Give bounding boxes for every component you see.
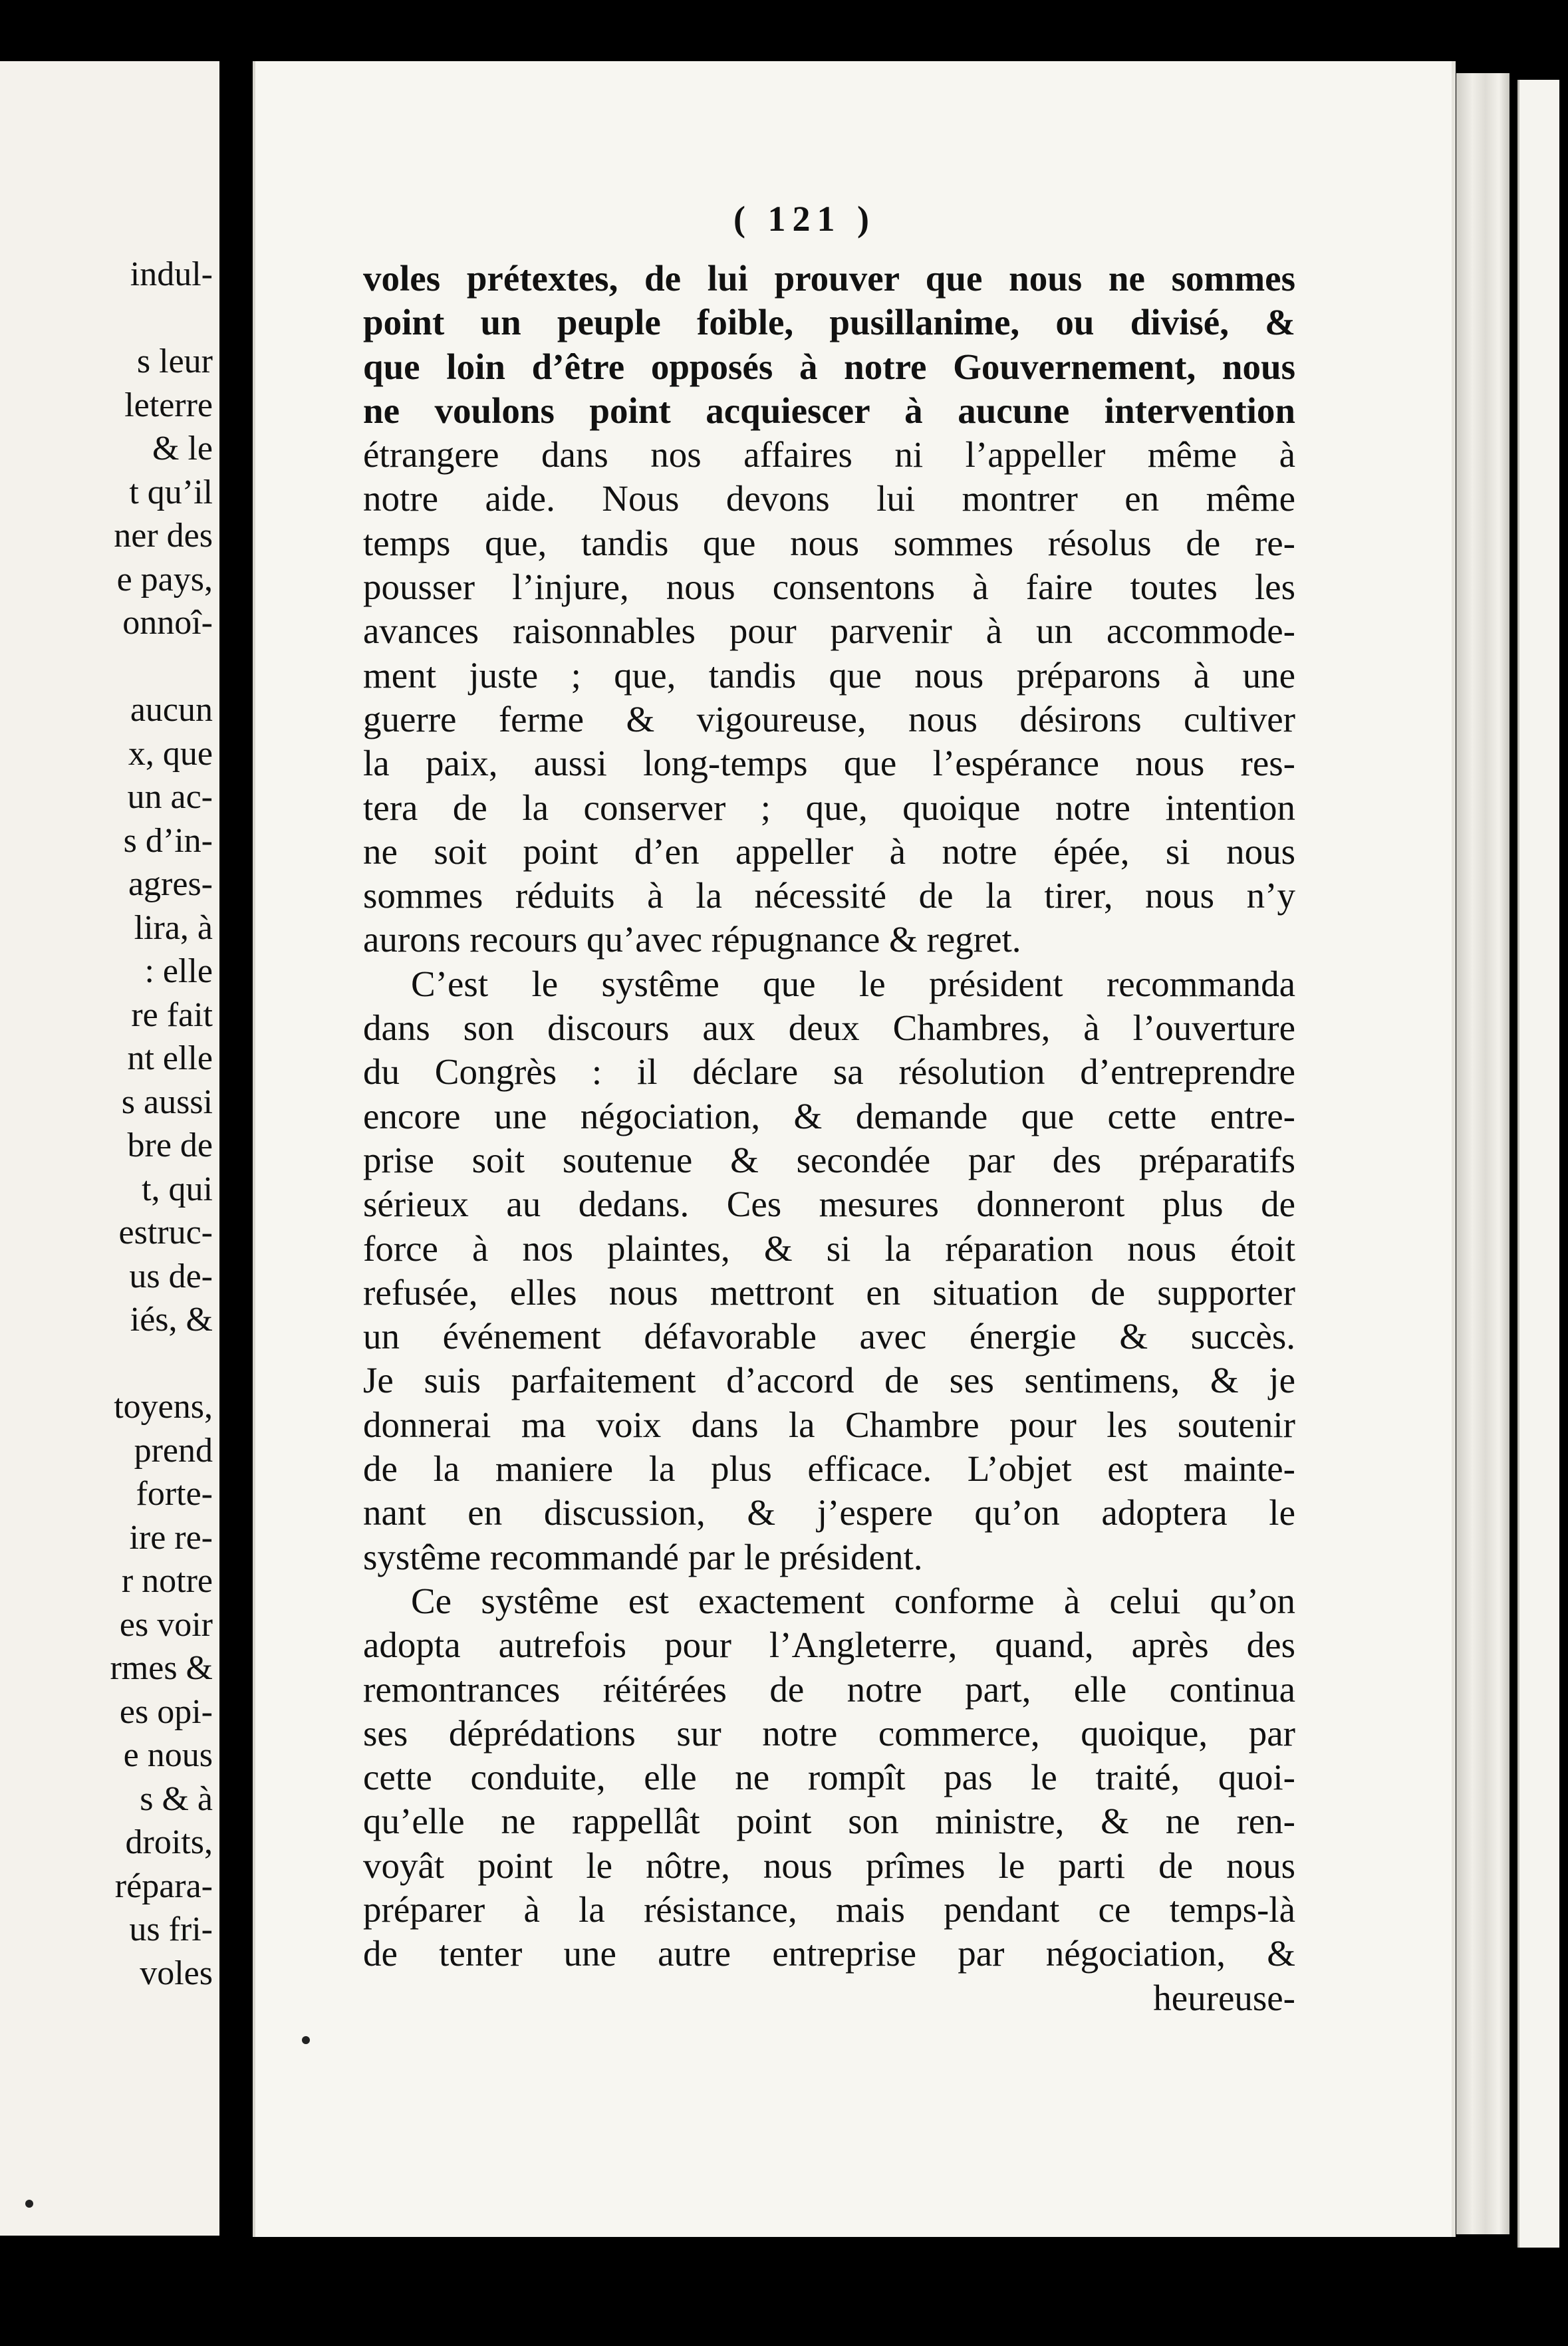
previous-page-line: bre de (127, 1126, 213, 1164)
previous-page-line: voles (140, 1954, 213, 1992)
ink-speck (302, 2036, 310, 2044)
text-line: tera de la conserver ; que, quoique notre intention (363, 787, 1295, 828)
text-line: ne voulons point acquiescer à aucune intervention (363, 390, 1295, 431)
previous-page-line: : elle (144, 952, 213, 990)
previous-page-line: ire re- (129, 1518, 213, 1557)
previous-page-line: agres- (128, 865, 213, 903)
previous-page-line: us de- (129, 1257, 213, 1295)
text-line: cette conduite, elle ne rompît pas le traité, quoi- (363, 1757, 1295, 1798)
previous-page-line: rmes & (110, 1649, 213, 1687)
text-line: la paix, aussi long-temps que l’espérance nous res- (363, 743, 1295, 784)
text-line: force à nos plaintes, & si la réparation nous étoit (363, 1228, 1295, 1269)
catchword: heureuse- (1153, 1977, 1295, 2018)
previous-page-line: & le (152, 430, 213, 467)
text-line: qu’elle ne rappellât point son ministre, & ne ren- (363, 1801, 1295, 1842)
previous-page-text (0, 253, 213, 1995)
previous-page-line: leterre (124, 386, 213, 424)
previous-page-line: onnoî- (122, 604, 213, 642)
previous-page-line: aucun (130, 691, 213, 729)
text-line: temps que, tandis que nous sommes résolus de re- (363, 522, 1295, 563)
previous-page-line (0, 1342, 213, 1386)
text-line: dans son discours aux deux Chambres, à l’ouverture (363, 1007, 1295, 1049)
previous-page-line: lira, à (134, 908, 213, 947)
text-line: que loin d’être opposés à notre Gouvernement, nous (363, 346, 1295, 387)
text-line: adopta autrefois pour l’Angleterre, quand, après des (363, 1625, 1295, 1666)
previous-page-line: répara- (114, 1867, 213, 1905)
text-line: point un peuple foible, pusillanime, ou divisé, & (363, 302, 1295, 343)
previous-page-line: r notre (121, 1562, 213, 1600)
text-line: sommes réduits à la nécessité de la tirer, nous n’y (363, 875, 1295, 916)
previous-page-line: es opi- (119, 1692, 213, 1731)
page-stack-edge (1456, 73, 1509, 2234)
text-line: systême recommandé par le président. (363, 1536, 923, 1577)
previous-page-line: indul- (130, 255, 213, 293)
previous-page-line: droits, (125, 1823, 213, 1861)
previous-page-line: ner des (114, 517, 213, 555)
text-line: remontrances réitérées de notre part, elle continua (363, 1668, 1295, 1710)
previous-page-line: e pays, (116, 560, 213, 598)
previous-page-line: t, qui (142, 1170, 213, 1208)
text-line: Ce systême est exactement conforme à celui qu’on (411, 1580, 1295, 1621)
text-line: avances raisonnables pour parvenir à un accommode- (363, 610, 1295, 652)
previous-page-line: re fait (131, 995, 213, 1034)
text-line: nant en discussion, & j’espere qu’on adoptera le (363, 1492, 1295, 1533)
text-line: un événement défavorable avec énergie & succès. (363, 1316, 1295, 1357)
previous-page-line: prend (134, 1431, 213, 1470)
next-page-edge (1517, 80, 1559, 2248)
text-line: sérieux au dedans. Ces mesures donneront plus de (363, 1184, 1295, 1225)
previous-page-line: us fri- (129, 1910, 213, 1948)
previous-page-line (0, 645, 213, 689)
text-line: du Congrès : il déclare sa résolution d’entreprendre (363, 1051, 1295, 1093)
text-line: ses déprédations sur notre commerce, quoique, par (363, 1712, 1295, 1754)
text-line: guerre ferme & vigoureuse, nous désirons cultiver (363, 698, 1295, 739)
text-line: voles prétextes, de lui prouver que nous ne sommes (363, 258, 1295, 299)
text-line: étrangere dans nos affaires ni l’appeller même à (363, 434, 1295, 475)
text-line: refusée, elles nous mettront en situation de supporter (363, 1271, 1295, 1313)
previous-page-fragment (0, 61, 219, 2236)
previous-page-line: t qu’il (129, 473, 213, 511)
previous-page-line: e nous (123, 1736, 213, 1774)
previous-page-line: s aussi (121, 1083, 213, 1121)
previous-page-line: estruc- (118, 1214, 213, 1251)
previous-page-line: forte- (136, 1475, 213, 1513)
text-line: de la maniere la plus efficace. L’objet est mainte- (363, 1448, 1295, 1490)
text-line: aurons recours qu’avec répugnance & regret. (363, 919, 1021, 960)
text-line: notre aide. Nous devons lui montrer en même (363, 478, 1295, 519)
previous-page-line: nt elle (127, 1039, 213, 1077)
text-line: ment juste ; que, tandis que nous préparons à une (363, 654, 1295, 696)
previous-page-line: iés, & (130, 1301, 213, 1339)
previous-page-line: x, que (128, 734, 213, 773)
text-line: voyât point le nôtre, nous prîmes le parti de nous (363, 1845, 1295, 1886)
text-line: ne soit point d’en appeller à notre épée, si nous (363, 831, 1295, 872)
page-body-text (363, 257, 1295, 2020)
previous-page-line: s & à (140, 1779, 213, 1818)
text-line: encore une négociation, & demande que cette entre- (363, 1095, 1295, 1136)
previous-page-line: un ac- (127, 778, 213, 816)
text-line: donnerai ma voix dans la Chambre pour les soutenir (363, 1404, 1295, 1445)
previous-page-line: s d’in- (123, 821, 213, 860)
page-number: ( 121 ) (733, 199, 876, 239)
text-line: préparer à la résistance, mais pendant ce temps-là (363, 1889, 1295, 1930)
previous-page-line (0, 297, 213, 340)
text-line: prise soit soutenue & secondée par des préparatifs (363, 1139, 1295, 1180)
text-line: C’est le systême que le président recommanda (411, 963, 1295, 1004)
previous-page-line: es voir (119, 1605, 213, 1644)
text-line: pousser l’injure, nous consentons à faire toutes les (363, 567, 1295, 608)
previous-page-line: toyens, (114, 1388, 213, 1426)
text-line: de tenter une autre entreprise par négociation, & (363, 1933, 1295, 1974)
ink-speck (25, 2200, 33, 2208)
text-line: Je suis parfaitement d’accord de ses sentimens, & je (363, 1360, 1295, 1401)
previous-page-line: s leur (136, 342, 213, 380)
